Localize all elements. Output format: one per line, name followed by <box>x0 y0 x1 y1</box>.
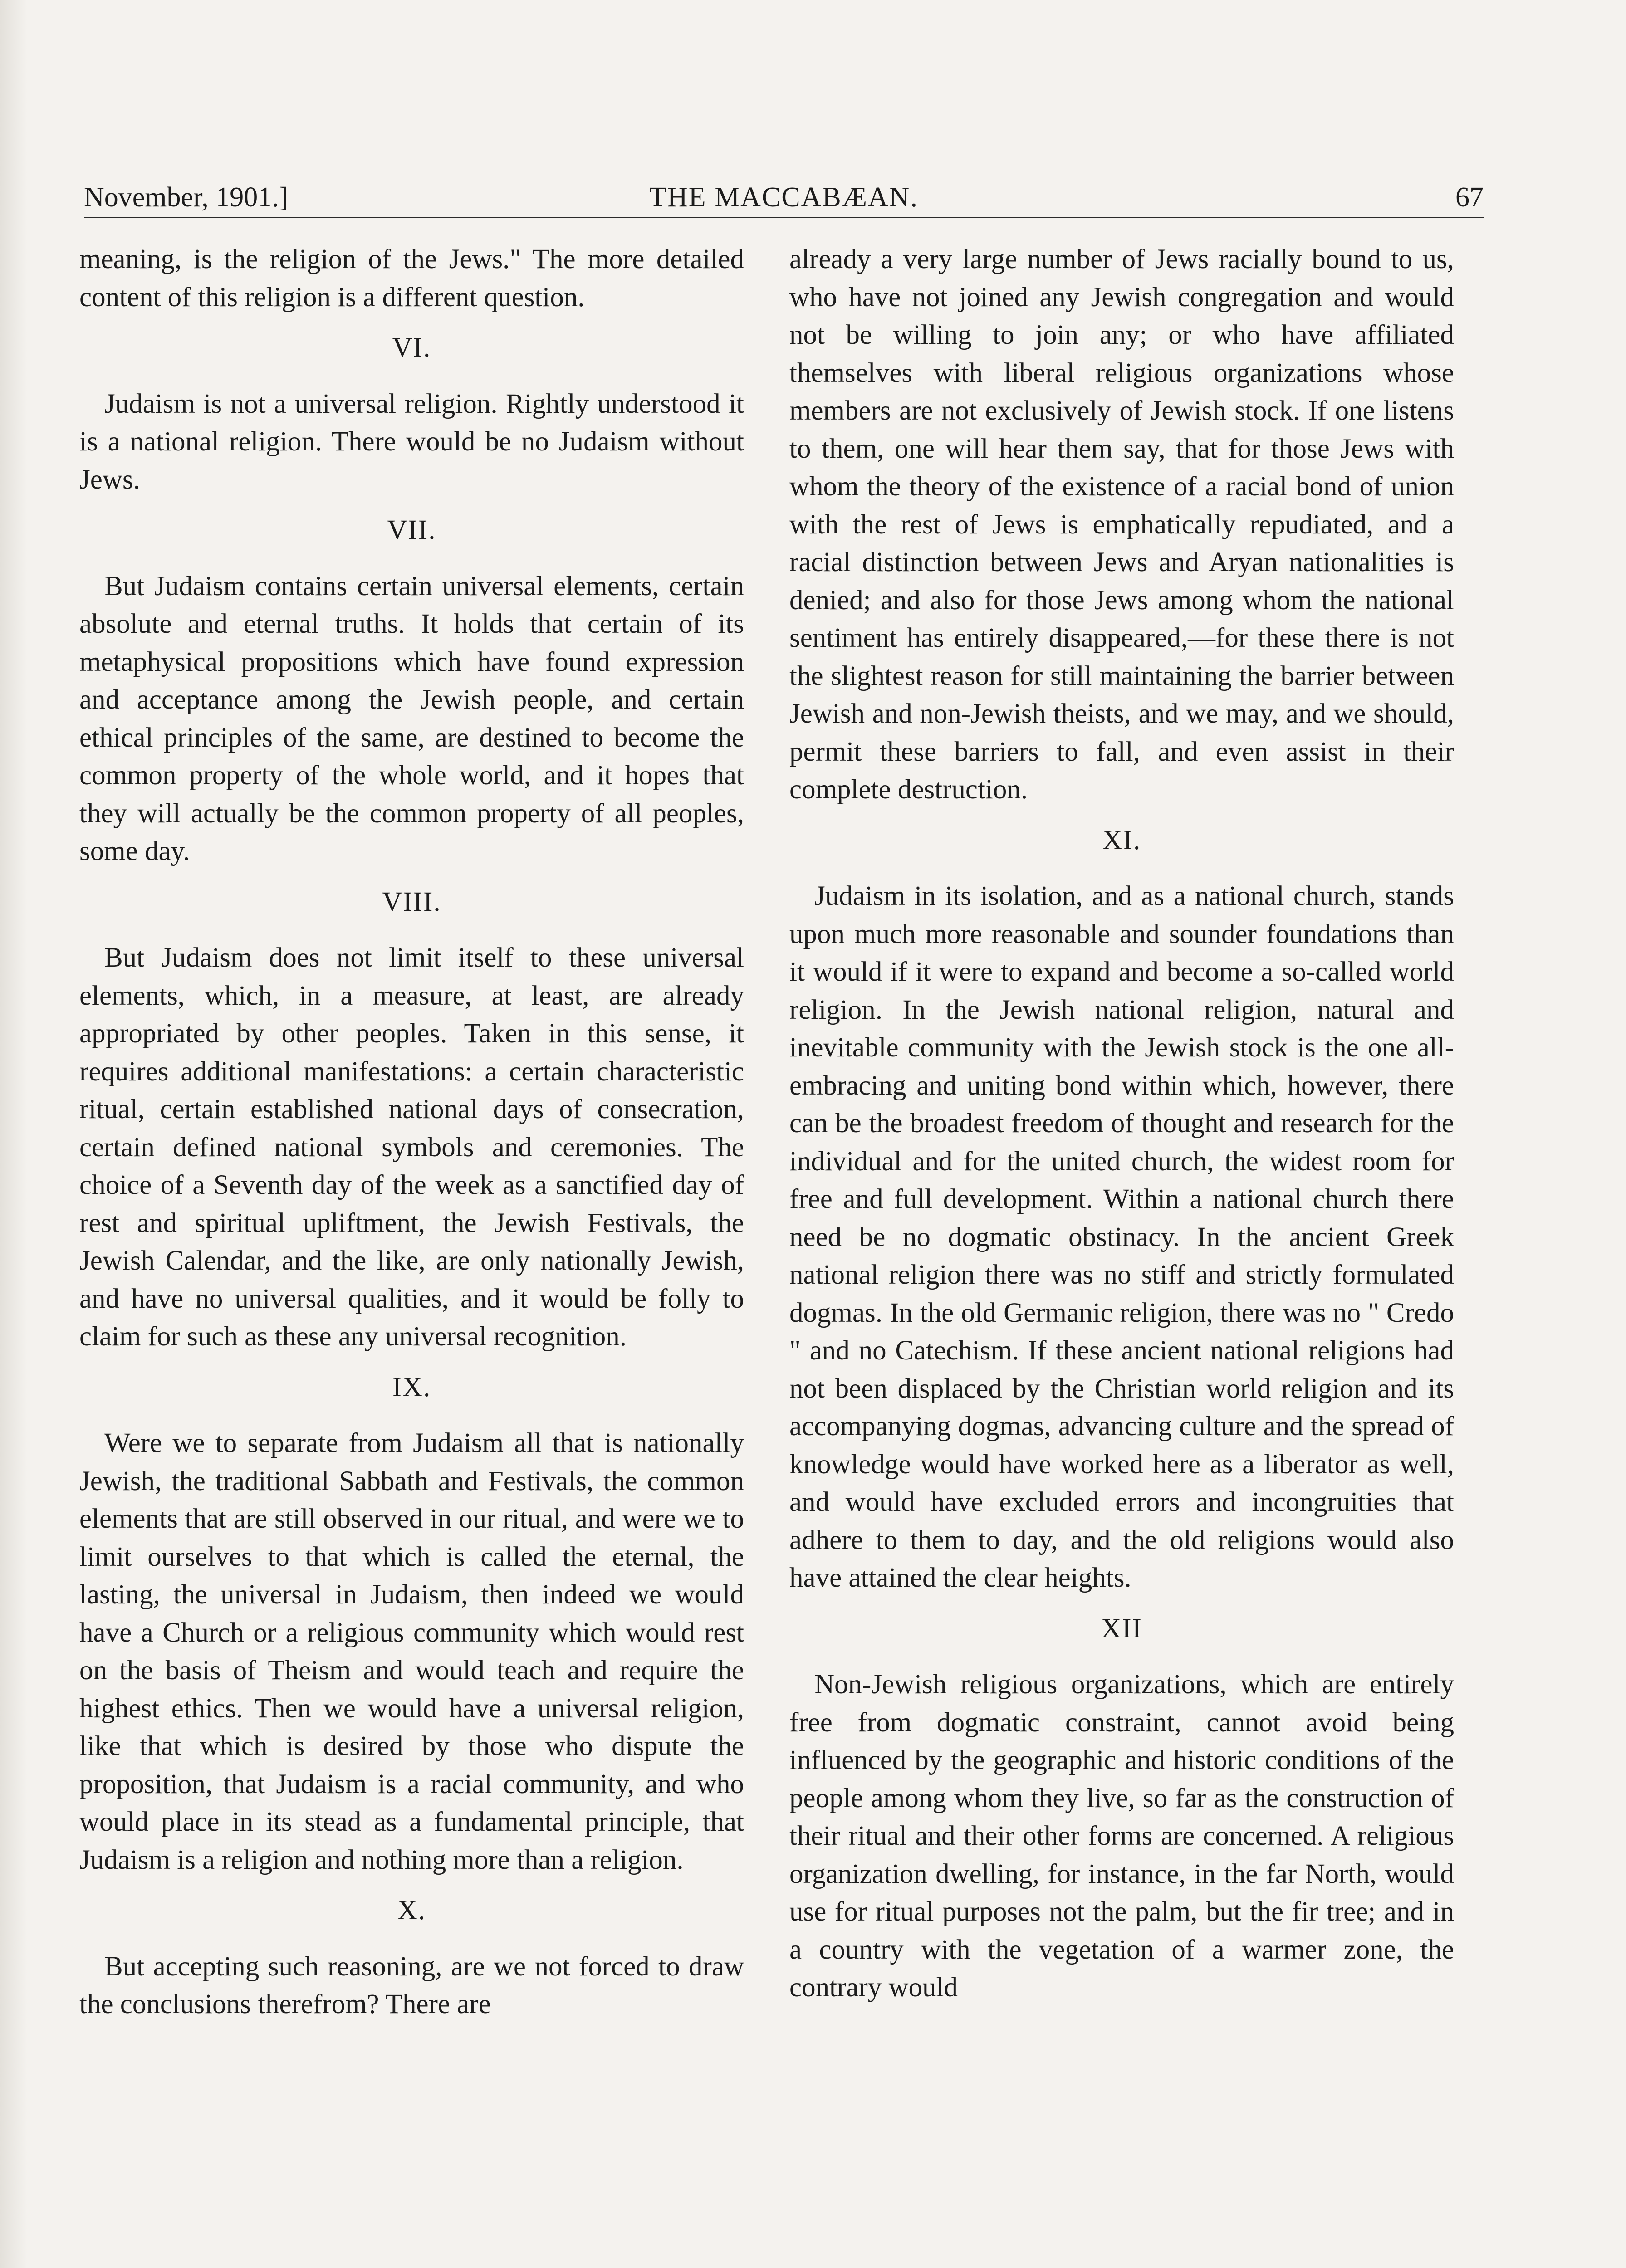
paragraph: Non-Jewish religious organizations, which are entirely free from dogmatic constraint, cannot avoid being influenced by the geographic and historic conditions of the people among whom they live, so far as the construction of their ritual and their other forms are concerned. A religious organization dwelling, for instance, in the far North, would use for ritual purposes not the palm, but the fir tree; and in a country with the vegetation of a warmer zone, the contrary would <box>789 1669 1454 2003</box>
section-heading: VIII. <box>382 886 441 917</box>
section-heading: X. <box>397 1895 426 1926</box>
paragraph: Were we to separate from Judaism all that is nationally Jewish, the traditional Sabbath and Festivals, the common elements that are still observed in our ritual, and were we to limit ourselves to that which is called the eternal, the lasting, the universal in Judaism, then indeed we would have a Church or a religious community which would rest on the basis of Theism and would teach and require the highest ethics. Then we would have a universal religion, like that which is desired by those who dispute the proposition, that Judaism is a racial community, and who would place in its stead as a fundamental principle, that Judaism is a religion and nothing more than a religion. <box>79 1428 744 1875</box>
header-journal-title: THE MACCABÆAN. <box>649 182 918 213</box>
header-rule <box>84 217 1484 218</box>
paragraph: But Judaism does not limit itself to these universal elements, which, in a measure, at least, are already appropriated by other peoples. Taken in this sense, it requires additional manifestations: a certain characteristic ritual, certain established national days of consecration, certain defined national symbols and ceremonies. The choice of a Seventh day of the week as a sanctified day of rest and spiritual upliftment, the Jewish Festivals, the Jewish Calendar, and the like, are only nationally Jewish, and have no universal qualities, and it would be folly to claim for such as these any universal recognition. <box>79 943 744 1352</box>
header-date: November, 1901.] <box>84 182 289 213</box>
paragraph: Judaism in its isolation, and as a national church, stands upon much more reasonable and sounder foundations than it would if it were to expand and become a so-called world religion. In the Jewish national religion, natural and inevitable community with the Jewish stock is the one all-embracing and uniting bond within which, however, there can be the broadest freedom of thought and research for the individual and for the united church, the widest room for free and full development. Within a national church there need be no dogmatic obstinacy. In the ancient Greek national religion there was no stiff and strictly formulated dogmas. In the old Germanic religion, there was no " Credo " and no Catechism. If these ancient national religions had not been displaced by the Christian world religion and its accompanying dogmas, advancing culture and the spread of knowledge would have worked here as a liberator as well, and would have excluded errors and incongruities that adhere to them to day, and the old religions would also have attained the clear heights. <box>789 881 1454 1593</box>
paragraph: meaning, is the religion of the Jews." The more detailed content of this religion is a different question. <box>79 244 744 313</box>
paragraph: But Judaism contains certain universal elements, certain absolute and eternal truths. It holds that certain of its metaphysical propositions which have found expression and acceptance among the Jewish people, and certain ethical principles of the same, are destined to become the common property of the whole world, and it hopes that they will actually be the common property of all peoples, some day. <box>79 571 744 866</box>
section-heading: IX. <box>392 1372 431 1403</box>
section-heading: VII. <box>387 515 436 545</box>
header-page-number: 67 <box>1455 182 1484 213</box>
section-heading: VI. <box>392 332 431 363</box>
right-column <box>789 240 1454 2007</box>
section-heading: XI. <box>1102 825 1141 855</box>
paragraph: already a very large number of Jews racially bound to us, who have not joined any Jewish congregation and would not be willing to join any; or who have affiliated themselves with liberal religious organizations whose members are not exclusively of Jewish stock. If one listens to them, one will hear them say, that for those Jews with whom the theory of the existence of a racial bond of union with the rest of Jews is emphatically repudiated, and a racial distinction between Jews and Aryan nationalities is denied; and also for those Jews among whom the national sentiment has entirely disappeared,—for these there is not the slightest reason for still maintaining the barrier between Jewish and non-Jewish theists, and we may, and we should, permit these barriers to fall, and even assist in their complete destruction. <box>789 244 1454 805</box>
left-column <box>79 240 744 2024</box>
section-heading: XII <box>1101 1613 1142 1644</box>
scan-gutter-shadow <box>0 0 27 2268</box>
paragraph: Judaism is not a universal religion. Rightly understood it is a national religion. There would be no Judaism without Jews. <box>79 388 744 495</box>
paragraph: But accepting such reasoning, are we not forced to draw the conclusions therefrom? There are <box>79 1951 744 2019</box>
running-header <box>84 172 1484 222</box>
